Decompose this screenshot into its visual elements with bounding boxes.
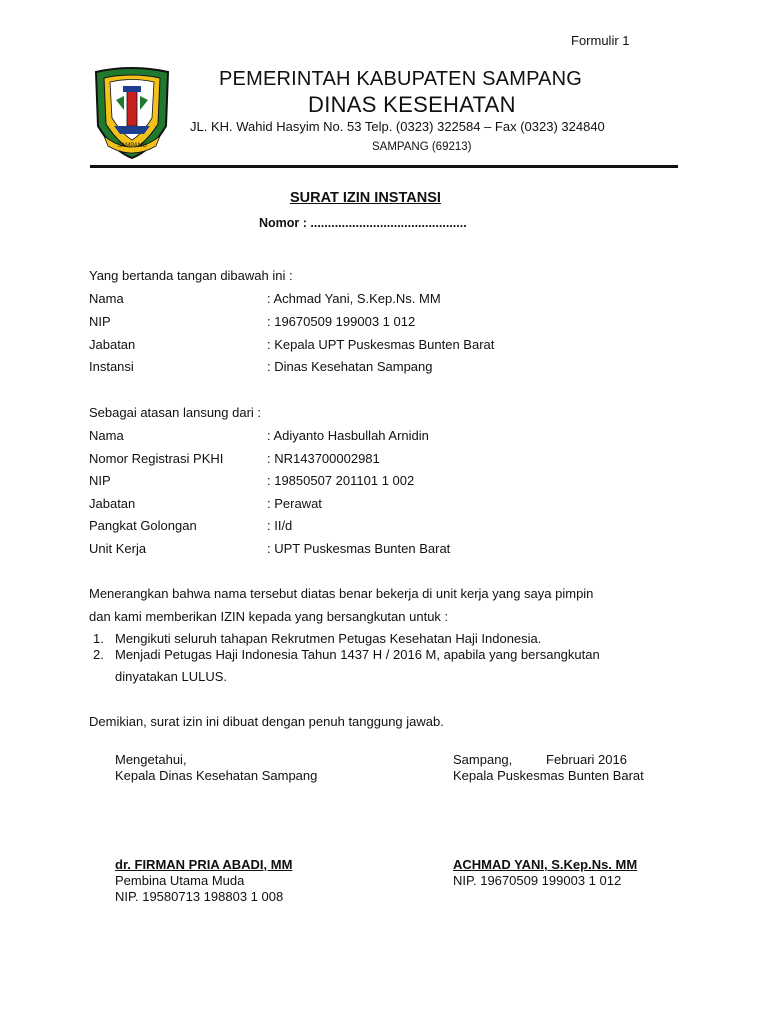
right-signer-name: ACHMAD YANI, S.Kep.Ns. MM [453, 857, 638, 872]
header-divider [90, 165, 678, 168]
signer-name-label: Nama [89, 291, 124, 306]
left-signer-name: dr. FIRMAN PRIA ABADI, MM [115, 857, 293, 872]
list-item-2-continuation: dinyatakan LULUS. [115, 669, 228, 684]
department-name: DINAS KESEHATAN [308, 92, 516, 117]
left-signer-rank: Pembina Utama Muda [115, 873, 245, 888]
signer-agency-label: Instansi [89, 359, 134, 374]
signer-intro: Yang bertanda tangan dibawah ini : [89, 268, 293, 283]
subordinate-rank-value: : II/d [267, 518, 293, 533]
list-item-1-number: 1. [93, 631, 104, 646]
list-item-2-text: Menjadi Petugas Haji Indonesia Tahun 1437 H / 2016 M, apabila yang bersangkutan [115, 647, 600, 662]
right-signer-title: Kepala Puskesmas Bunten Barat [453, 768, 644, 783]
subordinate-position-value: : Perawat [267, 496, 322, 511]
left-signer-nip: NIP. 19580713 198803 1 008 [115, 889, 284, 904]
statement-line-1: Menerangkan bahwa nama tersebut diatas benar bekerja di unit kerja yang saya pimpin [89, 586, 594, 601]
subordinate-registration-label: Nomor Registrasi PKHI [89, 451, 224, 466]
right-place: Sampang, [453, 752, 513, 767]
right-signer-nip: NIP. 19670509 199003 1 012 [453, 873, 622, 888]
signer-position-value: : Kepala UPT Puskesmas Bunten Barat [267, 337, 495, 352]
sampang-emblem-icon [90, 66, 174, 160]
subordinate-name-value: : Adiyanto Hasbullah Arnidin [267, 428, 429, 443]
signer-nip-label: NIP [89, 314, 111, 329]
list-item-1-text: Mengikuti seluruh tahapan Rekrutmen Petugas Kesehatan Haji Indonesia. [115, 631, 542, 646]
signer-position-label: Jabatan [89, 337, 136, 352]
subordinate-name-label: Nama [89, 428, 124, 443]
letter-title: SURAT IZIN INSTANSI [290, 190, 441, 206]
letter-number: Nomor : ............................................. [259, 216, 467, 230]
left-acknowledgement: Mengetahui, [115, 752, 187, 767]
closing-statement: Demikian, surat izin ini dibuat dengan penuh tanggung jawab. [89, 714, 444, 729]
city: SAMPANG (69213) [372, 141, 472, 153]
subordinate-position-label: Jabatan [89, 496, 136, 511]
government-name: PEMERINTAH KABUPATEN SAMPANG [219, 68, 583, 90]
right-date: Februari 2016 [546, 752, 627, 767]
list-item-2-number: 2. [93, 647, 104, 662]
subordinate-nip-value: : 19850507 201101 1 002 [267, 473, 415, 488]
emblem-label: SAMPANG [117, 143, 147, 149]
subordinate-registration-value: : NR143700002981 [267, 451, 380, 466]
signer-name-value: : Achmad Yani, S.Kep.Ns. MM [267, 291, 441, 306]
subordinate-intro: Sebagai atasan lansung dari : [89, 405, 262, 420]
subordinate-unit-value: : UPT Puskesmas Bunten Barat [267, 541, 451, 556]
form-label: Formulir 1 [571, 33, 630, 48]
signer-agency-value: : Dinas Kesehatan Sampang [267, 359, 433, 374]
left-signer-title: Kepala Dinas Kesehatan Sampang [115, 768, 318, 783]
statement-line-2: dan kami memberikan IZIN kepada yang bersangkutan untuk : [89, 609, 449, 624]
address: JL. KH. Wahid Hasyim No. 53 Telp. (0323) 322584 – Fax (0323) 324840 [190, 119, 605, 134]
subordinate-nip-label: NIP [89, 473, 111, 488]
subordinate-unit-label: Unit Kerja [89, 541, 147, 556]
signer-nip-value: : 19670509 199003 1 012 [267, 314, 416, 329]
subordinate-rank-label: Pangkat Golongan [89, 518, 197, 533]
